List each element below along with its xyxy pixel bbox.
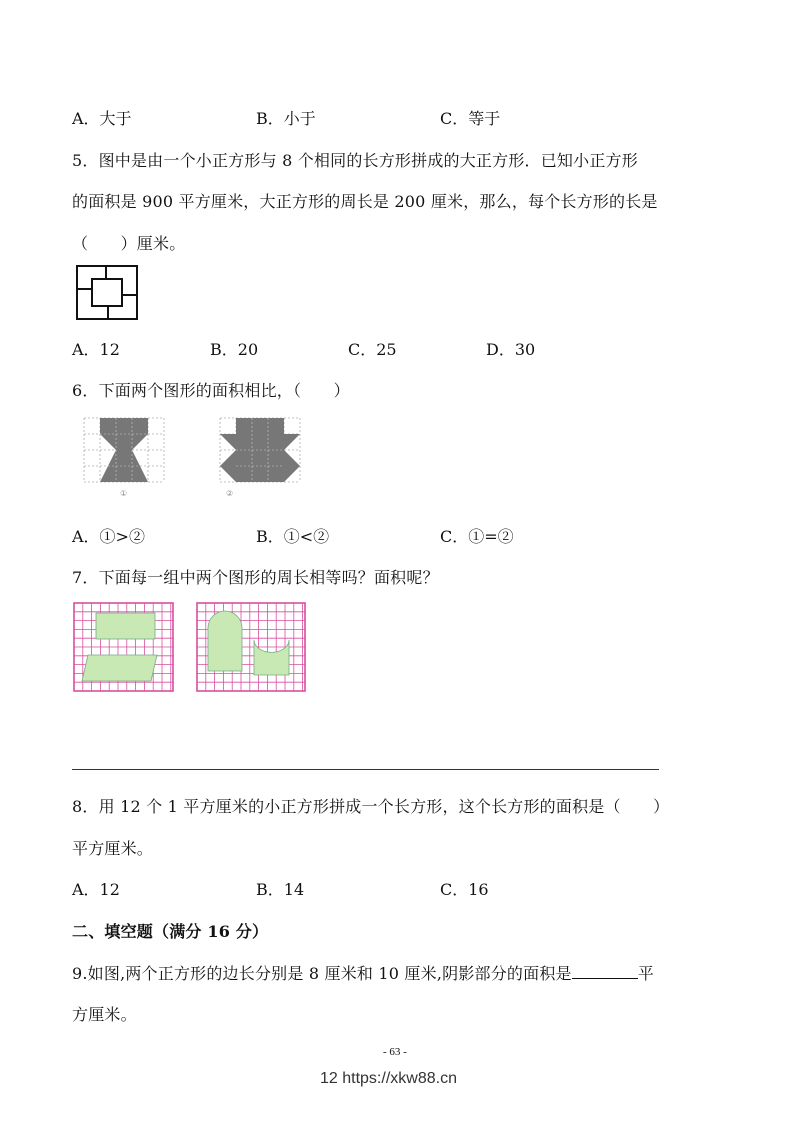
q6-option-a: A．①>② xyxy=(72,527,145,546)
q6-caption-2: ② xyxy=(226,489,234,498)
q8-text-line-1: 8．用 12 个 1 平方厘米的小正方形拼成一个长方形，这个长方形的面积是（ ） xyxy=(72,797,670,816)
q5-text-line-3: （ ）厘米。 xyxy=(72,234,186,253)
q5-option-a: A．12 xyxy=(72,340,120,359)
q7-grid-group-1 xyxy=(73,602,175,694)
footer-watermark: 12 https://xkw88.cn xyxy=(320,1070,457,1087)
q5-text-line-1: 5．图中是由一个小正方形与 8 个相同的长方形拼成的大正方形．已知小正方形 xyxy=(72,151,638,170)
q9-text-line-1 xyxy=(72,961,654,984)
q8-option-a: A．12 xyxy=(72,880,120,899)
q5-option-c: C．25 xyxy=(348,340,397,359)
section-2-title: 二、填空题（满分 16 分） xyxy=(72,922,269,941)
q6-figure-2 xyxy=(214,414,306,502)
q5-square-figure xyxy=(76,265,138,320)
q9-text-part-b: 平 xyxy=(637,964,654,983)
q8-text-line-2: 平方厘米。 xyxy=(72,839,154,858)
q4-option-c: C．等于 xyxy=(440,109,501,128)
q6-option-b: B．①<② xyxy=(256,527,330,546)
q6-text: 6．下面两个图形的面积相比，（ ） xyxy=(72,381,350,400)
q4-option-a: A．大于 xyxy=(72,109,132,128)
q9-text-part-a: 9.如图,两个正方形的边长分别是 8 厘米和 10 厘米,阴影部分的面积是 xyxy=(72,964,572,983)
q5-option-b: B．20 xyxy=(210,340,259,359)
q6-option-c: C．①=② xyxy=(440,527,514,546)
page-number: - 63 - xyxy=(383,1046,407,1058)
q8-option-b: B．14 xyxy=(256,880,305,899)
q7-grid-group-2 xyxy=(196,602,308,694)
answer-line xyxy=(72,769,659,770)
q8-option-c: C．16 xyxy=(440,880,489,899)
q5-option-d: D．30 xyxy=(486,340,536,359)
q9-answer-blank xyxy=(572,964,638,979)
q6-caption-1: ① xyxy=(120,489,128,498)
q6-figure-1 xyxy=(80,414,172,502)
q7-text: 7．下面每一组中两个图形的周长相等吗？面积呢？ xyxy=(72,568,439,587)
q9-text-line-2: 方厘米。 xyxy=(72,1005,137,1024)
q4-option-b: B．小于 xyxy=(256,109,316,128)
q5-text-line-2: 的面积是 900 平方厘米，大正方形的周长是 200 厘米，那么，每个长方形的长是 xyxy=(72,192,658,211)
